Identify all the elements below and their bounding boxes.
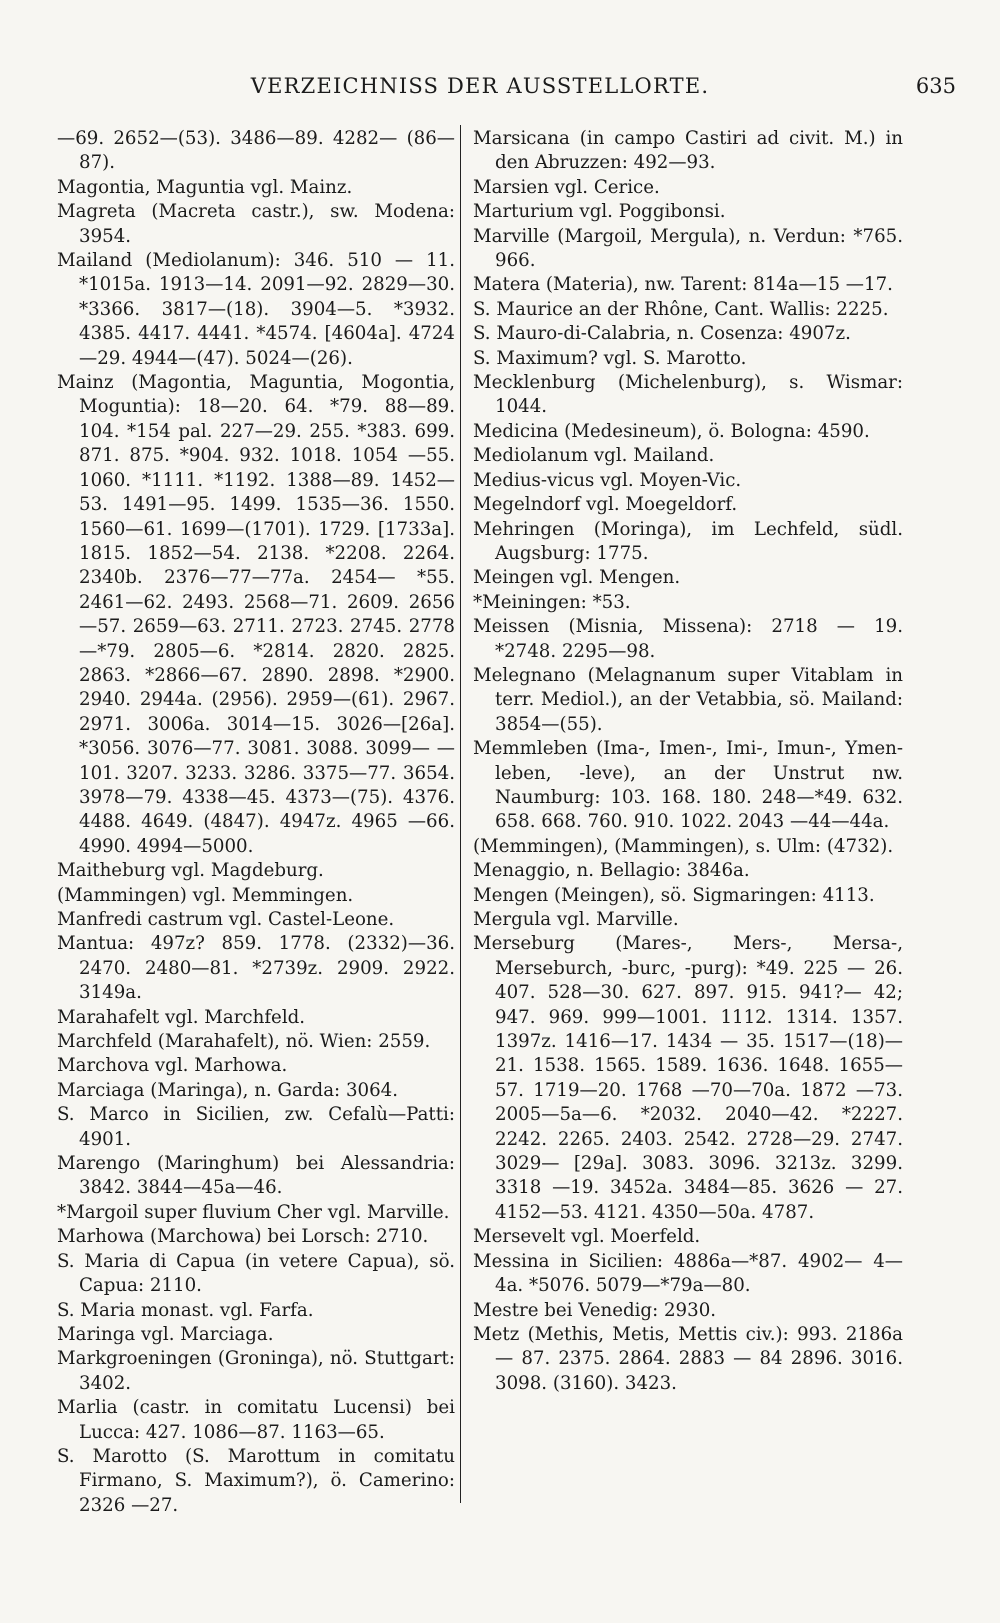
index-entry: —69. 2652—(53). 3486—89. 4282— (86—87). xyxy=(57,128,455,174)
index-entry: Marsien vgl. Cerice. xyxy=(473,176,660,198)
index-entry: (Mammingen) vgl. Memmingen. xyxy=(57,884,354,906)
page-title: VERZEICHNISS DER AUSSTELLORTE. xyxy=(250,74,710,98)
index-entry: Magontia, Maguntia vgl. Mainz. xyxy=(57,176,353,198)
column-divider xyxy=(460,125,461,1503)
right-column xyxy=(473,127,903,1396)
index-entry: S. Marco in Sicilien, zw. Cefalù—Patti: 4901. xyxy=(57,1104,455,1150)
index-entry: Marchova vgl. Marhowa. xyxy=(57,1055,288,1077)
index-entry: Meingen vgl. Mengen. xyxy=(473,567,681,589)
index-entry: Mehringen (Moringa), im Lechfeld, südl. Augsburg: 1775. xyxy=(473,518,903,564)
index-entry: Mergula vgl. Marville. xyxy=(473,909,679,930)
index-entry: Manfredi castrum vgl. Castel-Leone. xyxy=(57,909,395,930)
page-number: 635 xyxy=(915,74,956,98)
index-entry: S. Maximum? vgl. S. Marotto. xyxy=(473,347,747,369)
index-entry: S. Maurice an der Rhône, Cant. Wallis: 2225. xyxy=(473,298,889,320)
index-entry: Mantua: 497z? 859. 1778. (2332)—36. 2470. 2480—81. *2739z. 2909. 2922. 3149a. xyxy=(57,933,455,1004)
index-entry: *Meiningen: *53. xyxy=(473,591,631,613)
index-entry: Medicina (Medesineum), ö. Bologna: 4590. xyxy=(473,420,870,442)
index-entry: Mainz (Magontia, Maguntia, Mogontia, Moguntia): 18—20. 64. *79. 88—89. 104. *154 pal. 227—29. 255. *383. 699. 871. 875. *904. 932. 1018. 1054 —55. 1060. *1111. *1192. 1388—89. 1452—53. 1491—95. 1499. 1535—36. 1550. 1560—61. 1699—(1701). 1729. [1733a]. 1815. 1852—54. 2138. *2208. 2264. 2340b. 2376—77—77a. 2454— *55. 2461—62. 2493. 2568—71. 2609. 2656—57. 2659—63. 2711. 2723. 2745. 2778—*79. 2805—6. *2814. 2820. 2825. 2863. *2866—67. 2890. 2898. *2900. 2940. 2944a. (2956). 2959—(61). 2967. 2971. 3006a. 3014—15. 3026—[26a]. *3056. 3076—77. 3081. 3088. 3099— —101. 3207. 3233. 3286. 3375—77. 3654. 3978—79. 4338—45. 4373—(75). 4376. 4488. 4649. (4847). 4947z. 4965 —66. 4990. 4994—5000. xyxy=(57,372,455,857)
index-entry: S. Marotto (S. Marottum in comitatu Firmano, S. Maximum?), ö. Camerino: 2326 —27. xyxy=(57,1445,455,1516)
index-entry: (Memmingen), (Mammingen), s. Ulm: (4732). xyxy=(473,835,894,857)
index-entry: Megelndorf vgl. Moegeldorf. xyxy=(473,494,738,516)
index-entry: Medius-vicus vgl. Moyen-Vic. xyxy=(473,469,742,491)
index-entry: Maitheburg vgl. Magdeburg. xyxy=(57,860,324,882)
index-entry: Marturium vgl. Poggibonsi. xyxy=(473,201,726,223)
index-entry: Marciaga (Maringa), n. Garda: 3064. xyxy=(57,1079,399,1101)
index-entry: Merseburg (Mares-, Mers-, Mersa-, Merseburch, -burc, -purg): *49. 225 — 26. 407. 528—30. 627. 897. 915. 941?— 42; 947. 969. 999—1001. 1112. 1314. 1357. 1397z. 1416—17. 1434 — 35. 1517—(18)—21. 1538. 1565. 1589. 1636. 1648. 1655—57. 1719—20. 1768 —70—70a. 1872 —73. 2005—5a—6. *2032. 2040—42. *2227. 2242. 2265. 2403. 2542. 2728—29. 2747. 3029— [29a]. 3083. 3096. 3213z. 3299. 3318 —19. 3452a. 3484—85. 3626 — 27. 4152—53. 4121. 4350—50a. 4787. xyxy=(473,933,903,1223)
index-entry: *Margoil super fluvium Cher vgl. Marville. xyxy=(57,1201,450,1223)
index-entry: Metz (Methis, Metis, Mettis civ.): 993. 2186a — 87. 2375. 2864. 2883 — 84 2896. 3016. 3098. (3160). 3423. xyxy=(473,1323,903,1394)
index-entry: Marengo (Maringhum) bei Alessandria: 3842. 3844—45a—46. xyxy=(57,1153,455,1199)
index-entry: Messina in Sicilien: 4886a—*87. 4902— 4—4a. *5076. 5079—*79a—80. xyxy=(473,1250,903,1297)
index-entry: Mestre bei Venedig: 2930. xyxy=(473,1299,717,1321)
index-entry: Menaggio, n. Bellagio: 3846a. xyxy=(473,860,750,882)
index-entry: S. Maria monast. vgl. Farfa. xyxy=(57,1299,314,1321)
index-entry: Marville (Margoil, Mergula), n. Verdun: *765. 966. xyxy=(473,225,903,272)
left-column xyxy=(57,127,455,1518)
index-entry: S. Maria di Capua (in vetere Capua), sö. Capua: 2110. xyxy=(57,1250,455,1297)
index-entry: Mengen (Meingen), sö. Sigmaringen: 4113. xyxy=(473,884,875,906)
index-entry: Mediolanum vgl. Mailand. xyxy=(473,445,715,467)
index-entry: Memmleben (Ima-, Imen-, Imi-, Imun-, Ymen-leben, -leve), an der Unstrut nw. Naumburg: 103. 168. 180. 248—*49. 632. 658. 668. 760. 910. 1022. 2043 —44—44a. xyxy=(473,738,903,833)
index-entry: Matera (Materia), nw. Tarent: 814a—15 —17. xyxy=(473,274,893,296)
index-entry: Marahafelt vgl. Marchfeld. xyxy=(57,1006,306,1028)
index-entry: Mailand (Mediolanum): 346. 510 — 11. *1015a. 1913—14. 2091—92. 2829—30. *3366. 3817—(18). 3904—5. *3932. 4385. 4417. 4441. *4574. [4604a]. 4724 —29. 4944—(47). 5024—(26). xyxy=(57,250,455,369)
index-entry: Marchfeld (Marahafelt), nö. Wien: 2559. xyxy=(57,1031,431,1053)
index-entry: Marlia (castr. in comitatu Lucensi) bei Lucca: 427. 1086—87. 1163—65. xyxy=(57,1397,455,1443)
index-entry: Magreta (Macreta castr.), sw. Modena: 3954. xyxy=(57,201,455,247)
index-entry: Melegnano (Melagnanum super Vitablam in terr. Mediol.), an der Vetabbia, sö. Mailand: 3854—(55). xyxy=(473,664,903,735)
running-header xyxy=(30,74,956,104)
index-entry: Marsicana (in campo Castiri ad civit. M.) in den Abruzzen: 492—93. xyxy=(473,128,903,174)
index-entry: Mersevelt vgl. Moerfeld. xyxy=(473,1226,701,1248)
index-entry: Maringa vgl. Marciaga. xyxy=(57,1323,274,1345)
index-entry: Meissen (Misnia, Missena): 2718 — 19. *2748. 2295—98. xyxy=(473,616,903,662)
index-entry: S. Mauro-di-Calabria, n. Cosenza: 4907z. xyxy=(473,323,851,345)
index-entry: Markgroeningen (Groninga), nö. Stuttgart: 3402. xyxy=(57,1348,455,1394)
index-entry: Marhowa (Marchowa) bei Lorsch: 2710. xyxy=(57,1226,429,1248)
index-entry: Mecklenburg (Michelenburg), s. Wismar: 1044. xyxy=(473,372,903,418)
